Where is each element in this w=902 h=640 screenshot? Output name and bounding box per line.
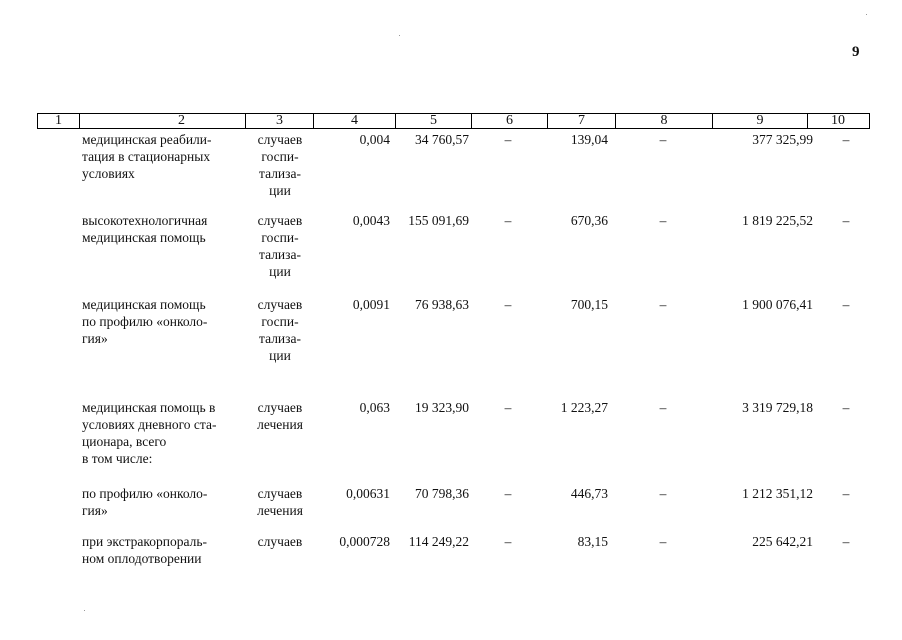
row-unit-line: тализа- (259, 247, 301, 262)
row-name (82, 399, 237, 467)
row-col10-value: – (842, 486, 850, 501)
row-unit-line: случаев (257, 400, 303, 415)
row-name-line: ном оплодотворении (82, 551, 202, 566)
header-cell: 1 (55, 113, 62, 128)
row-unit-line: ции (269, 264, 291, 279)
row-name-line: в том числе: (82, 451, 153, 466)
table-header-row (37, 113, 870, 129)
row-name-line: по профилю «онколо- (82, 486, 208, 501)
row-name (82, 296, 237, 347)
row-name-line: медицинская помощь в (82, 400, 216, 415)
row-col8-value: – (659, 297, 667, 312)
row-col7-value: 670,36 (570, 213, 608, 228)
row-col4-value: 0,0091 (352, 297, 390, 312)
row-col6-value: – (504, 297, 512, 312)
row-name-line: высокотехнологичная (82, 213, 208, 228)
row-col9-value: 3 319 729,18 (742, 400, 813, 415)
row-col9-value: 1 212 351,12 (742, 486, 813, 501)
row-unit-line: случаев (257, 213, 303, 228)
scan-speck (84, 610, 85, 611)
row-col9-value: 225 642,21 (752, 534, 813, 549)
scan-speck (399, 35, 400, 36)
row-name-line: условиях дневного ста- (82, 417, 217, 432)
row-col7-value: 446,73 (570, 486, 608, 501)
row-col5-value: 155 091,69 (408, 213, 469, 228)
row-name-line: тация в стационарных (82, 149, 211, 164)
row-name (82, 131, 237, 182)
row-unit-line: случаев (257, 534, 303, 549)
row-col7-value: 83,15 (577, 534, 608, 549)
row-unit (252, 212, 308, 280)
row-col6-value: – (504, 534, 512, 549)
row-unit-line: госпи- (261, 314, 299, 329)
row-name-line: ционара, всего (82, 434, 167, 449)
row-unit-line: тализа- (259, 331, 301, 346)
row-col4-value: 0,004 (359, 132, 390, 147)
row-unit-line: ции (269, 348, 291, 363)
row-name-line: по профилю «онколо- (82, 314, 208, 329)
row-name-line: условиях (82, 166, 135, 181)
row-col7-value: 1 223,27 (560, 400, 608, 415)
row-col10-value: – (842, 400, 850, 415)
row-col7-value: 700,15 (570, 297, 608, 312)
row-col10-value: – (842, 534, 850, 549)
row-col5-value: 114 249,22 (408, 534, 469, 549)
row-name-line: медицинская помощь (82, 297, 206, 312)
row-col4-value: 0,00631 (346, 486, 390, 501)
row-name-line: гия» (82, 503, 108, 518)
row-col6-value: – (504, 132, 512, 147)
row-col5-value: 19 323,90 (415, 400, 469, 415)
page-number: 9 (852, 44, 860, 60)
row-unit-line: лечения (257, 417, 303, 432)
row-unit-line: случаев (257, 132, 303, 147)
row-col10-value: – (842, 297, 850, 312)
row-name (82, 212, 237, 246)
row-unit (252, 399, 308, 433)
row-col4-value: 0,000728 (339, 534, 390, 549)
row-col6-value: – (504, 213, 512, 228)
row-name-line: медицинская реабили- (82, 132, 212, 147)
row-col6-value: – (504, 400, 512, 415)
row-unit-line: случаев (257, 297, 303, 312)
row-name-line: гия» (82, 331, 108, 346)
row-unit (252, 131, 308, 199)
row-col9-value: 1 819 225,52 (742, 213, 813, 228)
row-name (82, 533, 237, 567)
row-unit-line: госпи- (261, 230, 299, 245)
row-col7-value: 139,04 (570, 132, 608, 147)
row-col8-value: – (659, 486, 667, 501)
row-col9-value: 1 900 076,41 (742, 297, 813, 312)
header-cell: 7 (547, 114, 615, 128)
row-name (82, 485, 237, 519)
row-col10-value: – (842, 213, 850, 228)
row-unit (252, 533, 308, 550)
row-name-line: при экстракорпораль- (82, 534, 207, 549)
row-unit-line: ции (269, 183, 291, 198)
row-col9-value: 377 325,99 (752, 132, 813, 147)
row-unit-line: госпи- (261, 149, 299, 164)
row-col5-value: 34 760,57 (415, 132, 469, 147)
row-col5-value: 70 798,36 (415, 486, 469, 501)
row-col5-value: 76 938,63 (415, 297, 469, 312)
header-cell: 2 (79, 114, 283, 128)
row-unit (252, 485, 308, 519)
header-cell: 6 (471, 114, 547, 128)
row-col6-value: – (504, 486, 512, 501)
header-cell: 3 (245, 114, 313, 128)
row-col8-value: – (659, 213, 667, 228)
header-cell: 5 (395, 114, 471, 128)
row-unit-line: тализа- (259, 166, 301, 181)
row-col8-value: – (659, 534, 667, 549)
row-unit (252, 296, 308, 364)
row-col4-value: 0,0043 (352, 213, 390, 228)
header-cell: 9 (712, 114, 807, 128)
row-col10-value: – (842, 132, 850, 147)
header-cell: 8 (615, 114, 712, 128)
row-unit-line: случаев (257, 486, 303, 501)
header-cell: 10 (807, 114, 868, 128)
row-col8-value: – (659, 132, 667, 147)
row-unit-line: лечения (257, 503, 303, 518)
scan-speck (866, 14, 867, 15)
row-col4-value: 0,063 (359, 400, 390, 415)
row-name-line: медицинская помощь (82, 230, 206, 245)
header-cell: 4 (313, 114, 395, 128)
row-col8-value: – (659, 400, 667, 415)
